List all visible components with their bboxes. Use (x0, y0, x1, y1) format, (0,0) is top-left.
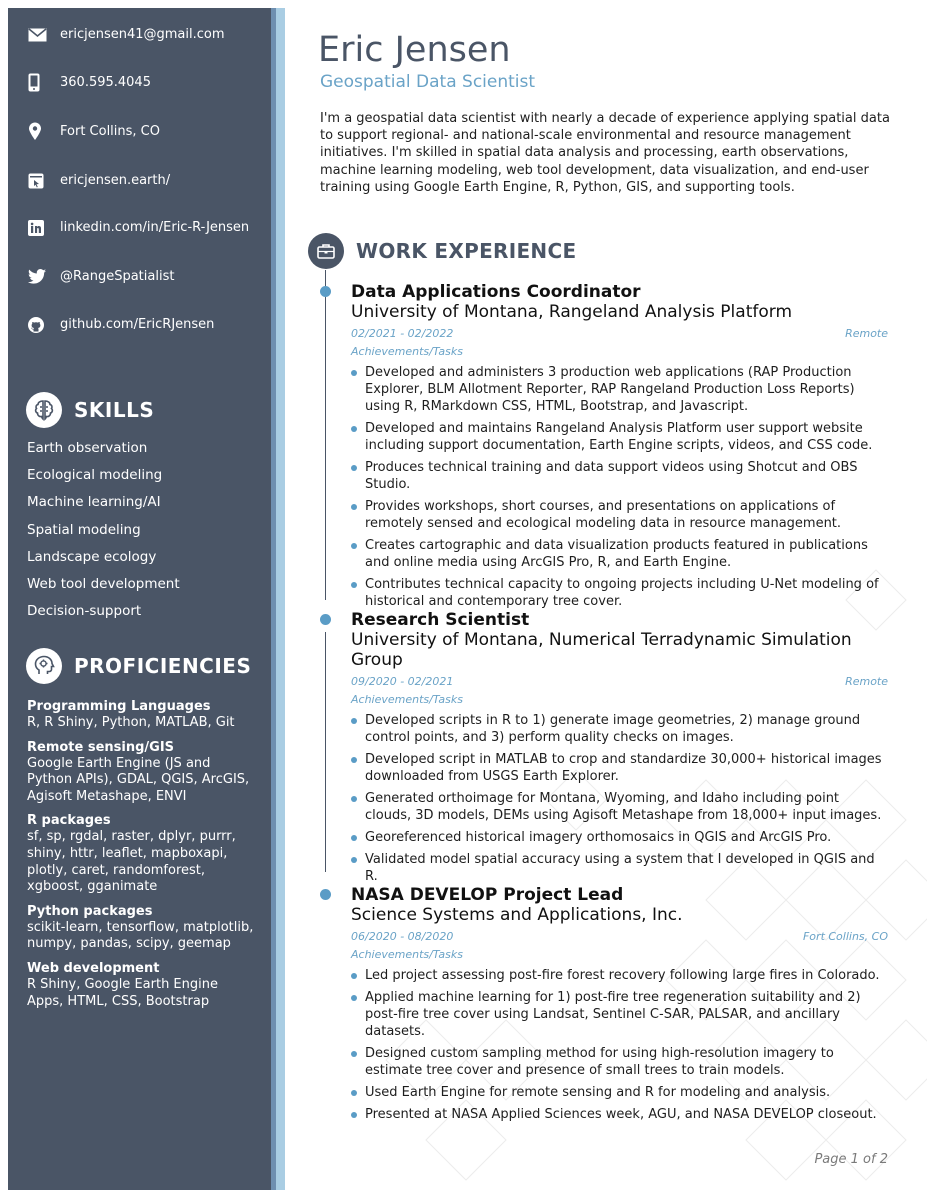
contact-email[interactable] (28, 26, 253, 43)
job-meta (351, 929, 888, 945)
proficiency-group (27, 698, 257, 732)
bullet-text: Generated orthoimage for Montana, Wyoming, and Idaho including point clouds, 3D models, DEMs using Agisoft Metashape from 18,000+ input images. (365, 791, 882, 823)
bullet-text: Georeferenced historical imagery orthomosaics in QGIS and ArcGIS Pro. (365, 830, 832, 845)
work-experience-title: WORK EXPERIENCE (356, 239, 577, 263)
proficiencies-title: PROFICIENCIES (74, 654, 252, 678)
achievements-label: Achievements/Tasks (351, 693, 463, 706)
bullet-dot (351, 757, 357, 763)
bullet-dot (351, 718, 357, 724)
bullet-dot (351, 973, 357, 979)
bullet-dot (351, 1112, 357, 1118)
job-bullet (351, 1045, 888, 1079)
bullet-dot (351, 835, 357, 841)
job-meta (351, 326, 888, 342)
job-organization: University of Montana, Numerical Terradynamic Simulation Group (351, 630, 852, 670)
linkedin-text: linkedin.com/in/Eric-R-Jensen (60, 220, 250, 235)
skill-item: Decision-support (27, 603, 142, 620)
bullet-dot (351, 1090, 357, 1096)
skill-item: Machine learning/AI (27, 494, 161, 511)
job-entry (351, 885, 888, 1128)
contact-location (28, 123, 253, 140)
proficiency-label: Remote sensing/GIS (27, 739, 175, 755)
skill-item: Earth observation (27, 440, 148, 456)
bullet-text: Produces technical training and data support videos using Shotcut and OBS Studio. (365, 460, 858, 492)
job-title: Geospatial Data Scientist (320, 72, 536, 92)
job-bullet (351, 851, 888, 885)
job-dates: 02/2021 - 02/2022 (351, 327, 454, 340)
bullet-dot (351, 796, 357, 802)
job-bullet (351, 498, 888, 532)
job-location: Remote (845, 327, 888, 340)
proficiency-label: Web development (27, 960, 160, 976)
job-bullet (351, 459, 888, 493)
job-bullet (351, 712, 888, 746)
job-entry (351, 282, 888, 615)
job-bullet (351, 989, 888, 1040)
envelope-icon (28, 26, 50, 43)
bullet-text: Applied machine learning for 1) post-fire tree regeneration suitability and 2) post-fire tree cover using Landsat, Sentinel C-SAR, PALSAR, and ancillary datasets. (365, 990, 861, 1039)
proficiency-label: R packages (27, 813, 111, 829)
brain-icon (26, 392, 62, 428)
job-bullet (351, 1106, 888, 1123)
skills-list (27, 440, 257, 630)
skills-title: SKILLS (74, 398, 155, 422)
summary-paragraph: I'm a geospatial data scientist with nearly a decade of experience applying spatial data to support regional- and national-scale environmental and resource management initiatives. I'm skilled in spatial data analysis and processing, earth observations, machine learning modeling, web tool development, data visualization, and end-user training using Google Earth Engine, R, Python, GIS, and supporting tools. (320, 111, 890, 195)
briefcase-icon (308, 233, 344, 269)
proficiency-group (27, 903, 257, 953)
job-role: Research Scientist (351, 610, 530, 630)
bullet-dot (351, 1051, 357, 1057)
bullet-text: Contributes technical capacity to ongoing projects including U-Net modeling of historical and contemporary tree cover. (365, 577, 879, 609)
job-organization: Science Systems and Applications, Inc. (351, 905, 683, 925)
bullet-text: Designed custom sampling method for using high-resolution imagery to estimate tree cover and presence of small trees to train models. (365, 1046, 834, 1078)
twitter-icon (28, 268, 50, 285)
job-location: Remote (845, 675, 888, 688)
job-bullets (351, 364, 888, 610)
proficiency-label: Programming Languages (27, 699, 211, 714)
job-bullet (351, 537, 888, 571)
proficiencies-heading (26, 648, 251, 684)
proficiency-value: sf, sp, rgdal, raster, dplyr, purrr, shiny, httr, leaflet, mapboxapi, plotly, caret, randomforest, xgboost, gganimate (27, 829, 236, 895)
achievements-label: Achievements/Tasks (351, 948, 463, 961)
job-bullet (351, 364, 888, 415)
github-text: github.com/EricRJensen (60, 317, 215, 332)
achievements-label: Achievements/Tasks (351, 345, 463, 358)
page-number: Page 1 of 2 (814, 1152, 888, 1167)
bullet-dot (351, 857, 357, 863)
proficiency-group (27, 739, 257, 806)
twitter-text: @RangeSpatialist (60, 269, 175, 284)
job-bullet (351, 576, 888, 610)
job-bullet (351, 751, 888, 785)
skills-heading (26, 392, 154, 428)
contact-website[interactable] (28, 172, 253, 189)
location-text: Fort Collins, CO (60, 124, 160, 139)
web-link-icon (28, 172, 50, 189)
bullet-text: Developed script in MATLAB to crop and standardize 30,000+ historical images downloaded from USGS Earth Explorer. (365, 752, 882, 784)
bullet-text: Used Earth Engine for remote sensing and R for modeling and analysis. (365, 1085, 831, 1100)
bullet-dot (351, 995, 357, 1001)
job-role: Data Applications Coordinator (351, 282, 641, 302)
bullet-text: Developed and administers 3 production web applications (RAP Production Explorer, BLM Allotment Reporter, RAP Rangeland Production Loss Reports) using R, RMarkdown CSS, HTML, Bootstrap, and Javascript. (365, 365, 855, 414)
proficiency-value: scikit-learn, tensorflow, matplotlib, numpy, pandas, scipy, geemap (27, 919, 254, 952)
phone-icon (28, 74, 50, 91)
proficiency-label: Python packages (27, 903, 153, 919)
job-meta (351, 674, 888, 690)
proficiency-group (27, 960, 257, 1010)
bullet-dot (351, 582, 357, 588)
bullet-dot (351, 370, 357, 376)
job-location: Fort Collins, CO (802, 930, 888, 943)
work-experience-heading (308, 233, 576, 269)
bullet-text: Presented at NASA Applied Sciences week, AGU, and NASA DEVELOP closeout. (365, 1107, 877, 1122)
timeline-line (325, 632, 326, 872)
contact-github[interactable] (28, 316, 253, 333)
head-gear-icon (26, 648, 62, 684)
bullet-dot (351, 465, 357, 471)
job-dates: 06/2020 - 08/2020 (351, 930, 454, 943)
job-bullets (351, 712, 888, 885)
linkedin-icon (28, 219, 50, 236)
contact-phone[interactable] (28, 74, 253, 91)
contact-twitter[interactable] (28, 268, 253, 285)
github-icon (28, 316, 50, 333)
bullet-dot (351, 504, 357, 510)
timeline-line (325, 270, 326, 600)
job-role: NASA DEVELOP Project Lead (351, 885, 624, 905)
timeline-dot (320, 286, 331, 297)
proficiency-value: R, R Shiny, Python, MATLAB, Git (27, 715, 235, 730)
job-dates: 09/2020 - 02/2021 (351, 675, 454, 688)
phone-text: 360.595.4045 (60, 75, 151, 90)
person-name: Eric Jensen (318, 30, 511, 70)
contact-linkedin[interactable] (28, 219, 253, 236)
proficiency-group (27, 812, 257, 895)
skill-item: Ecological modeling (27, 467, 163, 484)
job-bullets (351, 967, 888, 1123)
skill-item: Spatial modeling (27, 521, 141, 538)
bullet-text: Provides workshops, short courses, and presentations on applications of remotely sensed and ecological modeling data in resource management. (365, 499, 842, 531)
job-bullet (351, 1084, 888, 1101)
job-entry (351, 610, 888, 890)
email-text: ericjensen41@gmail.com (60, 27, 225, 42)
job-bullet (351, 420, 888, 454)
skill-item: Web tool development (27, 575, 180, 592)
skill-item: Landscape ecology (27, 548, 157, 565)
job-bullet (351, 790, 888, 824)
proficiency-value: R Shiny, Google Earth Engine Apps, HTML, CSS, Bootstrap (27, 976, 218, 1009)
map-pin-icon (28, 123, 50, 140)
sidebar-accent-stripe (271, 8, 285, 1190)
bullet-dot (351, 426, 357, 432)
bullet-text: Led project assessing post-fire forest recovery following large fires in Colorado. (365, 968, 880, 983)
bullet-text: Creates cartographic and data visualization products featured in publications and online media using ArcGIS Pro, R, and Earth Engine. (365, 538, 868, 570)
proficiency-value: Google Earth Engine (JS and Python APIs), GDAL, QGIS, ArcGIS, Agisoft Metashape, ENVI (27, 755, 250, 804)
job-bullet (351, 967, 888, 984)
job-bullet (351, 829, 888, 846)
timeline-dot (320, 889, 331, 900)
job-organization: University of Montana, Rangeland Analysis Platform (351, 302, 793, 322)
timeline-dot (320, 614, 331, 625)
bullet-text: Validated model spatial accuracy using a system that I developed in QGIS and R. (365, 852, 875, 884)
bullet-dot (351, 543, 357, 549)
bullet-text: Developed scripts in R to 1) generate image geometries, 2) manage ground control points, and 3) perform quality checks on images. (365, 713, 861, 745)
bullet-text: Developed and maintains Rangeland Analysis Platform user support website including support documentation, Earth Engine scripts, videos, and CSS code. (365, 421, 873, 453)
website-text: ericjensen.earth/ (60, 173, 171, 188)
proficiencies-list (27, 698, 257, 1017)
